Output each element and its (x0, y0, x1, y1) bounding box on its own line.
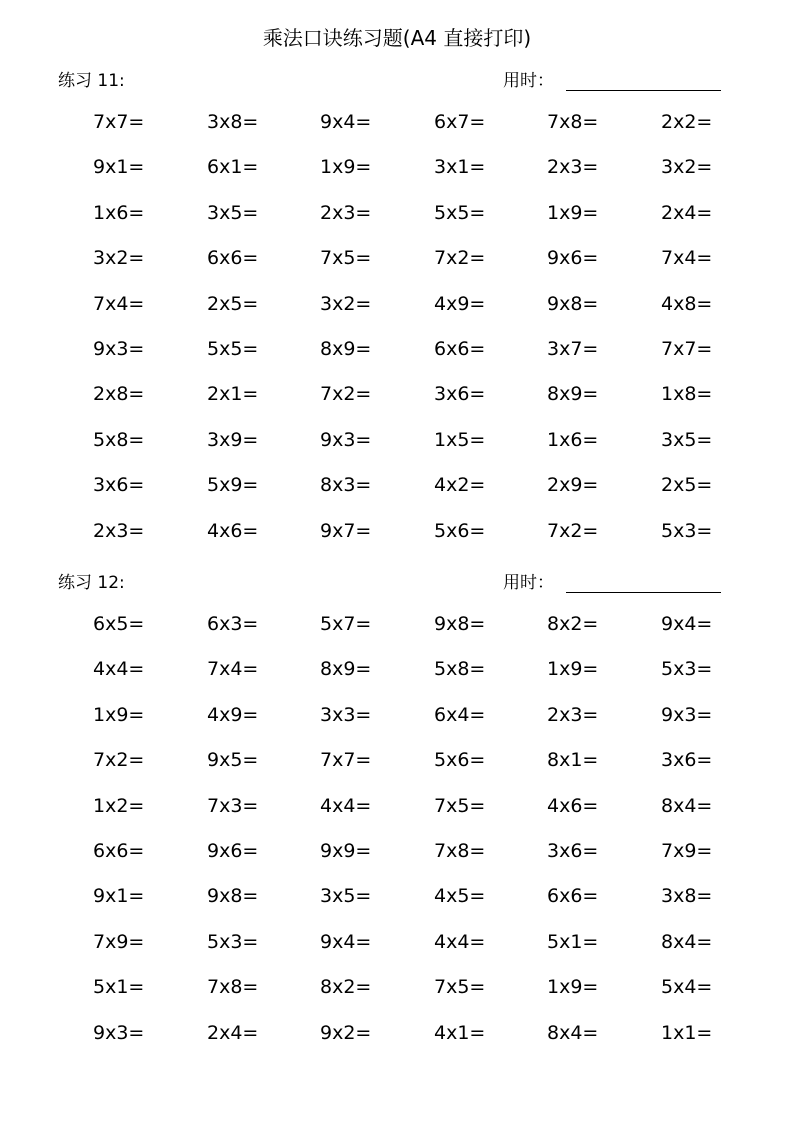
multiplication-problem: 1x9= (547, 658, 599, 681)
multiplication-problem: 3x6= (547, 839, 599, 862)
multiplication-problem: 6x4= (434, 703, 486, 726)
multiplication-problem: 9x8= (207, 885, 259, 908)
multiplication-problem: 1x6= (93, 201, 145, 224)
multiplication-problem: 9x1= (93, 156, 145, 179)
multiplication-problem: 6x6= (93, 839, 145, 862)
multiplication-problem: 7x8= (547, 111, 599, 133)
multiplication-problem: 6x3= (207, 613, 259, 635)
multiplication-problem: 2x3= (93, 519, 145, 542)
multiplication-problem: 5x1= (547, 930, 599, 953)
multiplication-problem: 4x6= (547, 794, 599, 817)
multiplication-problem: 8x4= (547, 1021, 599, 1044)
problem-row (0, 428, 794, 473)
multiplication-problem: 7x2= (320, 383, 372, 406)
multiplication-problem: 4x8= (661, 292, 713, 315)
problem-grid (0, 110, 794, 564)
multiplication-problem: 4x6= (207, 519, 259, 542)
multiplication-problem: 2x4= (661, 201, 713, 224)
multiplication-problem: 9x3= (320, 428, 372, 451)
multiplication-problem: 9x5= (207, 749, 259, 772)
problem-row (0, 884, 794, 929)
multiplication-problem: 2x2= (661, 111, 713, 133)
multiplication-problem: 2x5= (207, 292, 259, 315)
multiplication-problem: 7x5= (434, 976, 486, 999)
time-label: 用时： (503, 71, 554, 91)
multiplication-problem: 4x9= (207, 703, 259, 726)
multiplication-problem: 5x3= (661, 519, 713, 542)
multiplication-problem: 3x6= (93, 474, 145, 497)
multiplication-problem: 9x7= (320, 519, 372, 542)
multiplication-problem: 9x6= (547, 247, 599, 270)
multiplication-problem: 3x9= (207, 428, 259, 451)
multiplication-problem: 7x4= (93, 292, 145, 315)
multiplication-problem: 1x6= (547, 428, 599, 451)
multiplication-problem: 1x9= (93, 703, 145, 726)
multiplication-problem: 9x3= (93, 337, 145, 360)
multiplication-problem: 3x7= (547, 337, 599, 360)
problem-row (0, 155, 794, 200)
multiplication-problem: 3x2= (320, 292, 372, 315)
problem-row (0, 473, 794, 518)
multiplication-problem: 8x2= (547, 613, 599, 635)
multiplication-problem: 3x8= (207, 111, 259, 133)
multiplication-problem: 6x6= (207, 247, 259, 270)
multiplication-problem: 8x4= (661, 794, 713, 817)
problem-row (0, 292, 794, 337)
multiplication-problem: 7x9= (93, 930, 145, 953)
section-label: 练习 11: (58, 71, 125, 91)
multiplication-problem: 3x3= (320, 703, 372, 726)
multiplication-problem: 5x3= (661, 658, 713, 681)
multiplication-problem: 4x5= (434, 885, 486, 908)
section-label: 练习 12: (58, 573, 125, 593)
multiplication-problem: 8x9= (320, 337, 372, 360)
multiplication-problem: 9x1= (93, 885, 145, 908)
multiplication-problem: 8x2= (320, 976, 372, 999)
multiplication-problem: 3x6= (434, 383, 486, 406)
multiplication-problem: 1x2= (93, 794, 145, 817)
multiplication-problem: 6x5= (93, 613, 145, 635)
multiplication-problem: 4x2= (434, 474, 486, 497)
multiplication-problem: 5x6= (434, 519, 486, 542)
multiplication-problem: 3x2= (661, 156, 713, 179)
multiplication-problem: 7x7= (320, 749, 372, 772)
multiplication-problem: 2x4= (207, 1021, 259, 1044)
multiplication-problem: 2x3= (547, 156, 599, 179)
multiplication-problem: 2x1= (207, 383, 259, 406)
multiplication-problem: 6x1= (207, 156, 259, 179)
problem-row (0, 337, 794, 382)
multiplication-problem: 9x4= (320, 111, 372, 133)
problem-row (0, 246, 794, 291)
multiplication-problem: 9x4= (320, 930, 372, 953)
problem-row (0, 748, 794, 793)
page-title: 乘法口诀练习题(A4 直接打印) (262, 26, 532, 50)
multiplication-problem: 7x4= (207, 658, 259, 681)
multiplication-problem: 5x3= (207, 930, 259, 953)
multiplication-problem: 9x8= (434, 613, 486, 635)
multiplication-problem: 5x8= (93, 428, 145, 451)
multiplication-problem: 7x7= (661, 337, 713, 360)
multiplication-problem: 5x4= (661, 976, 713, 999)
multiplication-problem: 5x9= (207, 474, 259, 497)
time-label: 用时： (503, 573, 554, 593)
problem-row (0, 839, 794, 884)
multiplication-problem: 5x6= (434, 749, 486, 772)
multiplication-problem: 7x7= (93, 111, 145, 133)
multiplication-problem: 3x1= (434, 156, 486, 179)
multiplication-problem: 5x5= (434, 201, 486, 224)
multiplication-problem: 5x5= (207, 337, 259, 360)
multiplication-problem: 4x9= (434, 292, 486, 315)
multiplication-problem: 7x5= (434, 794, 486, 817)
multiplication-problem: 3x5= (207, 201, 259, 224)
problem-row (0, 657, 794, 702)
multiplication-problem: 2x5= (661, 474, 713, 497)
multiplication-problem: 9x2= (320, 1021, 372, 1044)
multiplication-problem: 1x8= (661, 383, 713, 406)
multiplication-problem: 1x1= (661, 1021, 713, 1044)
multiplication-problem: 1x9= (547, 201, 599, 224)
multiplication-problem: 9x8= (547, 292, 599, 315)
problem-row (0, 703, 794, 748)
multiplication-problem: 7x2= (93, 749, 145, 772)
problem-row (0, 975, 794, 1020)
multiplication-problem: 9x9= (320, 839, 372, 862)
problem-row (0, 382, 794, 427)
multiplication-problem: 4x4= (320, 794, 372, 817)
problem-row (0, 930, 794, 975)
multiplication-problem: 3x5= (661, 428, 713, 451)
multiplication-problem: 7x8= (434, 839, 486, 862)
problem-row (0, 612, 794, 657)
multiplication-problem: 8x9= (547, 383, 599, 406)
multiplication-problem: 2x3= (320, 201, 372, 224)
multiplication-problem: 3x5= (320, 885, 372, 908)
multiplication-problem: 5x1= (93, 976, 145, 999)
multiplication-problem: 9x6= (207, 839, 259, 862)
multiplication-problem: 9x4= (661, 613, 713, 635)
problem-row (0, 110, 794, 155)
multiplication-problem: 7x4= (661, 247, 713, 270)
multiplication-problem: 1x9= (320, 156, 372, 179)
multiplication-problem: 4x4= (93, 658, 145, 681)
section-header (0, 66, 794, 96)
multiplication-problem: 8x3= (320, 474, 372, 497)
multiplication-problem: 6x6= (434, 337, 486, 360)
problem-row (0, 201, 794, 246)
multiplication-problem: 8x9= (320, 658, 372, 681)
multiplication-problem: 4x4= (434, 930, 486, 953)
problem-row (0, 794, 794, 839)
multiplication-problem: 3x2= (93, 247, 145, 270)
problem-row (0, 519, 794, 564)
multiplication-problem: 7x3= (207, 794, 259, 817)
multiplication-problem: 6x6= (547, 885, 599, 908)
multiplication-problem: 4x1= (434, 1021, 486, 1044)
multiplication-problem: 9x3= (661, 703, 713, 726)
multiplication-problem: 3x8= (661, 885, 713, 908)
multiplication-problem: 9x3= (93, 1021, 145, 1044)
multiplication-problem: 7x9= (661, 839, 713, 862)
problem-row (0, 1021, 794, 1066)
problem-grid (0, 612, 794, 1066)
multiplication-problem: 3x6= (661, 749, 713, 772)
multiplication-problem: 8x1= (547, 749, 599, 772)
multiplication-problem: 7x2= (547, 519, 599, 542)
multiplication-problem: 2x8= (93, 383, 145, 406)
section-header (0, 568, 794, 598)
multiplication-problem: 1x5= (434, 428, 486, 451)
multiplication-problem: 7x5= (320, 247, 372, 270)
time-answer-line[interactable] (566, 90, 721, 91)
multiplication-problem: 2x9= (547, 474, 599, 497)
multiplication-problem: 5x7= (320, 613, 372, 635)
time-answer-line[interactable] (566, 592, 721, 593)
multiplication-problem: 1x9= (547, 976, 599, 999)
multiplication-problem: 7x8= (207, 976, 259, 999)
multiplication-problem: 7x2= (434, 247, 486, 270)
multiplication-problem: 8x4= (661, 930, 713, 953)
multiplication-problem: 6x7= (434, 111, 486, 133)
multiplication-problem: 2x3= (547, 703, 599, 726)
multiplication-problem: 5x8= (434, 658, 486, 681)
